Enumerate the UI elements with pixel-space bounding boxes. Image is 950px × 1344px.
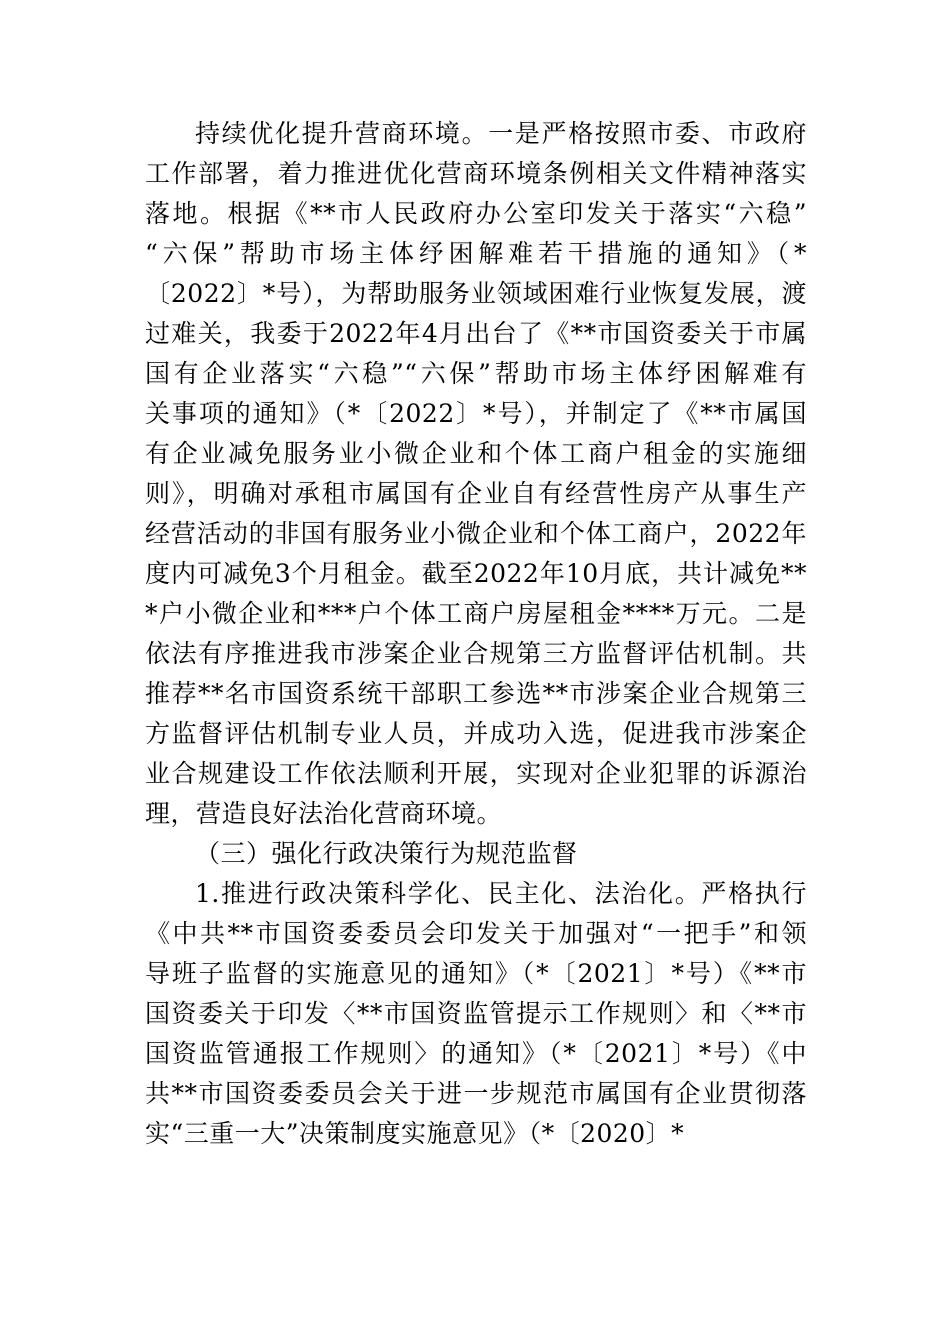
text-line: 关事项的通知》（*〔2022〕*号），并制定了《**市属国 (145, 399, 807, 428)
text-line: 〔2022〕*号），为帮助服务业领域困难行业恢复发展，渡 (145, 279, 807, 308)
text-line: 实“三重一大”决策制度实施意见》（*〔2020〕* (145, 1119, 685, 1148)
text-line: 国有企业落实“六稳”“六保”帮助市场主体纾困解难有 (145, 359, 807, 388)
text-line: 理，营造良好法治化营商环境。 (145, 799, 503, 828)
text-line: 工作部署，着力推进优化营商环境条例相关文件精神落实 (145, 159, 807, 188)
heading-text: （三）强化行政决策行为规范监督 (195, 839, 578, 868)
text-line: 方监督评估机制专业人员，并成功入选，促进我市涉案企 (145, 719, 807, 748)
text-line: 则》，明确对承租市属国有企业自有经营性房产从事生产 (145, 479, 807, 508)
paragraph-business-environment (145, 114, 807, 834)
text-line: 共**市国资委委员会关于进一步规范市属国有企业贯彻落 (145, 1079, 807, 1108)
text-line: 1.推进行政决策科学化、民主化、法治化。严格执行 (195, 879, 807, 908)
text-line: 《中共**市国资委委员会印发关于加强对“一把手”和领 (145, 919, 807, 948)
text-line: 国资委关于印发〈**市国资监管提示工作规则〉和〈**市 (145, 999, 807, 1028)
text-line: *户小微企业和***户个体工商户房屋租金****万元。二是 (145, 599, 807, 628)
text-line: 落地。根据《**市人民政府办公室印发关于落实“六稳” (145, 199, 807, 228)
text-line: 依法有序推进我市涉案企业合规第三方监督评估机制。共 (145, 639, 807, 668)
text-line: 持续优化提升营商环境。一是严格按照市委、市政府 (195, 119, 807, 148)
text-line: “六保”帮助市场主体纾困解难若干措施的通知》（* (145, 239, 807, 268)
text-line: 国资监管通报工作规则〉的通知》（*〔2021〕*号）《中 (145, 1039, 807, 1068)
text-line: 推荐**名市国资系统干部职工参选**市涉案企业合规第三 (145, 679, 807, 708)
document-page (145, 114, 807, 1154)
text-line: 过难关，我委于2022年4月出台了《**市国资委关于市属 (145, 319, 807, 348)
text-line: 有企业减免服务业小微企业和个体工商户租金的实施细 (145, 439, 807, 468)
text-line: 经营活动的非国有服务业小微企业和个体工商户，2022年 (145, 519, 807, 548)
text-line: 度内可减免3个月租金。截至2022年10月底，共计减免** (145, 559, 807, 588)
paragraph-decision-making (145, 874, 807, 1154)
text-line: 业合规建设工作依法顺利开展，实现对企业犯罪的诉源治 (145, 759, 807, 788)
text-line: 导班子监督的实施意见的通知》（*〔2021〕*号）《**市 (145, 959, 807, 988)
section-heading (145, 834, 807, 874)
